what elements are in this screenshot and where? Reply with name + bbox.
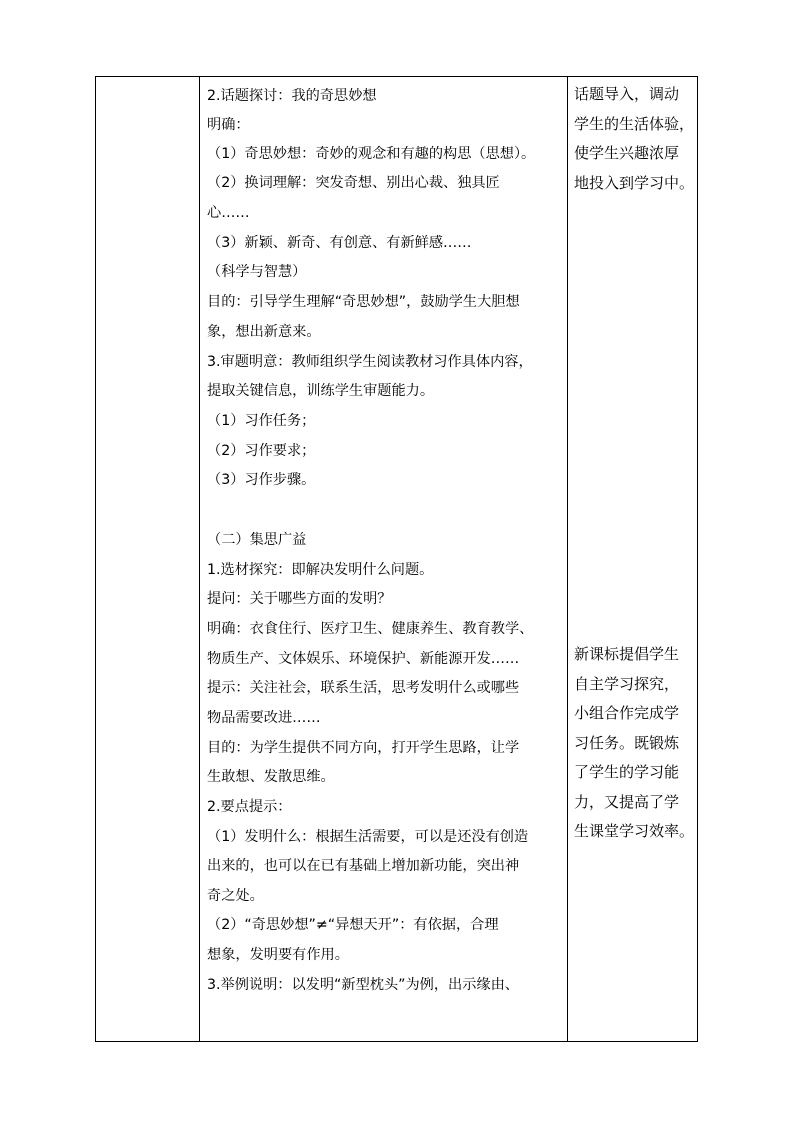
design-intent-column: [568, 77, 698, 1041]
note-text-line: 小组合作完成学: [574, 704, 680, 722]
body-text-line: 象，想出新意来。: [207, 324, 321, 340]
body-text-line: （3）新颖、新奇、有创意、有新鲜感……: [207, 235, 472, 251]
body-text-line: （2）“奇思妙想”≠“异想天开”：有依据，合理: [207, 917, 499, 933]
body-text-line: 明确：: [207, 117, 250, 133]
teaching-process-column: [200, 77, 567, 1041]
body-text-line: 心……: [207, 205, 250, 221]
note-text-line: 使学生兴趣浓厚: [574, 144, 680, 162]
table-left-column: [96, 77, 199, 1041]
body-text-line: 物质生产、文体娱乐、环境保护、新能源开发……: [207, 651, 520, 667]
note-text-line: 习任务。既锻炼: [574, 733, 680, 752]
body-text-line: （2）换词理解：突发奇想、别出心裁、独具匠: [207, 175, 500, 191]
body-text-line: 生敢想、发散思维。: [207, 769, 335, 785]
note-text-line: 学生的生活体验，: [574, 114, 695, 133]
body-text-line: （1）奇思妙想：奇妙的观念和有趣的构思（思想）。: [207, 146, 536, 162]
body-text-line: 2.话题探讨：我的奇思妙想: [207, 88, 377, 104]
body-text-line: 奇之处。: [207, 888, 264, 904]
body-text-line: 2.要点提示：: [207, 799, 292, 815]
body-text-line: （1）习作任务；: [207, 413, 316, 429]
body-text-line: （二）集思广益: [207, 532, 307, 548]
note-text-line: 地投入到学习中。: [574, 173, 695, 192]
note-text-line: 了学生的学习能: [574, 763, 680, 781]
note-text-line: 自主学习探究，: [574, 674, 680, 693]
body-text-line: 提示：关注社会，联系生活，思考发明什么或哪些: [207, 680, 520, 696]
body-text-line: （1）发明什么：根据生活需要，可以是还没有创造: [207, 829, 529, 845]
body-text-line: 目的：为学生提供不同方向，打开学生思路，让学: [207, 740, 520, 756]
body-text-line: （2）习作要求；: [207, 443, 316, 459]
body-text-line: 提问：关于哪些方面的发明？: [207, 591, 392, 607]
body-text-line: 物品需要改进……: [207, 710, 321, 726]
body-text-line: 出来的，也可以在已有基础上增加新功能，突出神: [207, 858, 520, 874]
body-text-line: 提取关键信息，训练学生审题能力。: [207, 383, 435, 399]
note-text-line: 生课堂学习效率。: [574, 822, 695, 840]
lesson-plan-table: [95, 76, 698, 1042]
body-text-line: 想象，发明要有作用。: [207, 947, 349, 963]
body-text-line: （科学与智慧）: [207, 264, 307, 280]
body-text-line: 目的：引导学生理解“奇思妙想”，鼓励学生大胆想: [207, 294, 520, 310]
body-text-line: 1.选材探究：即解决发明什么问题。: [207, 562, 434, 578]
note-text-line: 力，又提高了学: [574, 792, 680, 811]
body-text-line: 3.审题明意：教师组织学生阅读教材习作具体内容，: [207, 354, 533, 370]
body-text-line: 3.举例说明：以发明“新型枕头”为例，出示缘由、: [207, 977, 519, 993]
note-text-line: 话题导入，调动: [574, 85, 680, 103]
body-text-line: （3）习作步骤。: [207, 472, 316, 488]
note-text-line: 新课标提倡学生: [574, 645, 680, 663]
body-text-line: 明确：衣食住行、医疗卫生、健康养生、教育教学、: [207, 621, 534, 637]
